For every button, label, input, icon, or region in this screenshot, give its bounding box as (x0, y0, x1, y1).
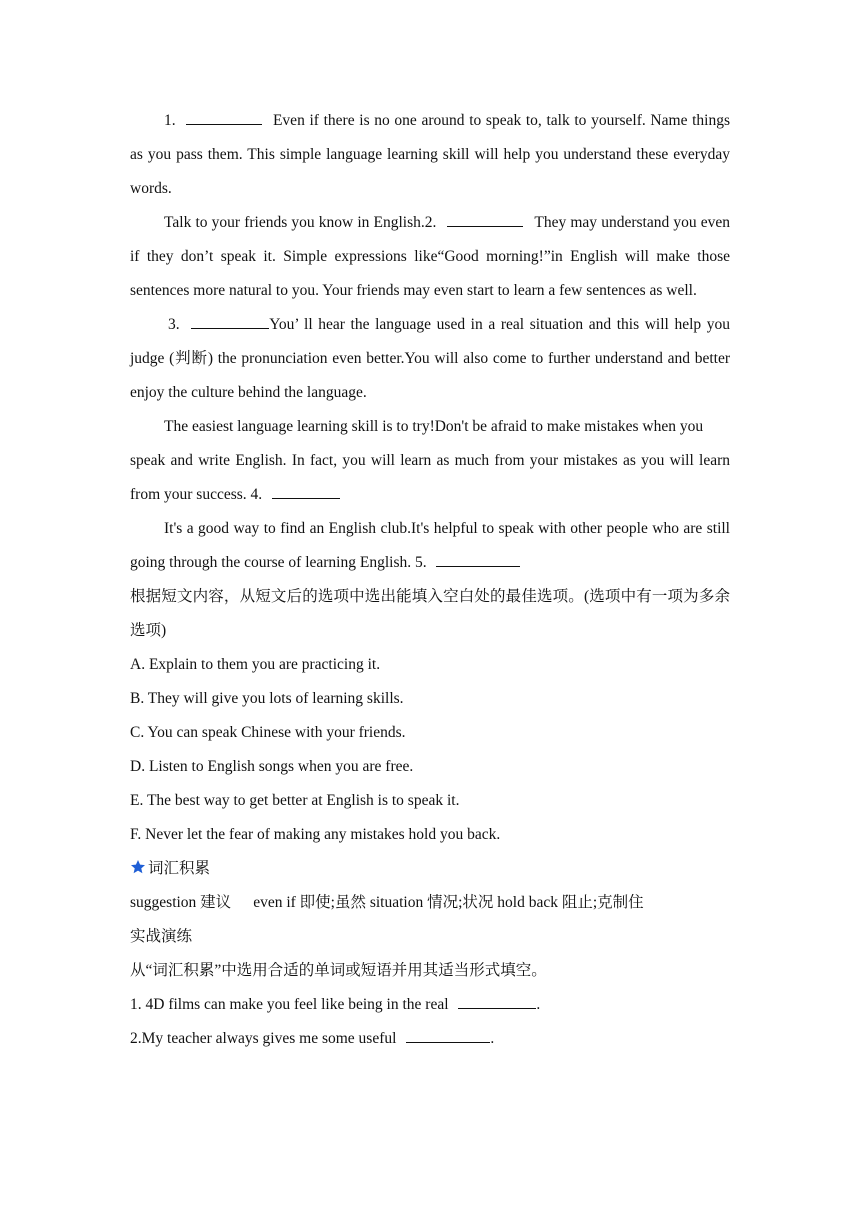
paragraph-3-text: You’ ll hear the language used in a real situation and this will help you judge (判断) the pronunciation even better.You will also come to further understand and better enjoy the culture behind the language. (130, 316, 731, 401)
question-1-end: . (536, 996, 541, 1013)
practice-blank-1 (458, 990, 536, 1009)
task-instruction: 根据短文内容，从短文后的选项中选出能填入空白处的最佳选项。(选项中有一项为多余选项) (130, 588, 730, 639)
passage-paragraph-4b (130, 444, 730, 512)
blank-1 (186, 106, 262, 125)
paragraph-2-before: Talk to your friends you know in English.2. (164, 214, 437, 231)
blank-number-1: 1. (164, 112, 176, 129)
practice-question-2 (130, 1022, 730, 1056)
practice-question-1 (130, 988, 730, 1022)
option-b: B. They will give you lots of learning skills. (130, 690, 404, 707)
blank-5 (436, 548, 520, 567)
passage-paragraph-3 (130, 308, 730, 410)
paragraph-5-text: It's a good way to find an English club.It's helpful to speak with other people who are still going through the course of learning English. 5. (130, 520, 730, 571)
practice-blank-2 (406, 1024, 490, 1043)
star-icon (130, 859, 146, 875)
option-c: C. You can speak Chinese with your friends. (130, 724, 406, 741)
question-2-text: 2.My teacher always gives me some useful (130, 1030, 397, 1047)
practice-heading: 实战演练 (130, 928, 193, 945)
question-1-text: 1. 4D films can make you feel like being in the real (130, 996, 449, 1013)
option-e: E. The best way to get better at English is to speak it. (130, 792, 460, 809)
vocab-heading-line (130, 852, 730, 886)
paragraph-1-text: Even if there is no one around to speak to, talk to yourself. Name things as you pass them. This simple language learning skill will help you understand these everyday words. (130, 112, 731, 197)
blank-3 (191, 310, 269, 329)
blank-number-3: 3. (168, 316, 180, 333)
option-f: F. Never let the fear of making any mistakes hold you back. (130, 826, 501, 843)
vocab-list (130, 886, 730, 920)
blank-2 (447, 208, 523, 227)
passage-paragraph-1 (130, 104, 730, 206)
blank-4 (272, 480, 340, 499)
question-2-end: . (490, 1030, 495, 1047)
paragraph-2-after: They may understand you even if they don’t speak it. Simple expressions like“Good morning!”in English will make those sentences more natural to you. Your friends may even start to learn a few sentences as well. (130, 214, 730, 299)
practice-instruction: 从“词汇积累”中选用合适的单词或短语并用其适当形式填空。 (130, 962, 547, 979)
passage-paragraph-2 (130, 206, 730, 308)
paragraph-4a-text: The easiest language learning skill is to try!Don't be afraid to make mistakes when you (164, 418, 704, 435)
passage-paragraph-4a (130, 410, 730, 444)
passage-paragraph-5 (130, 512, 730, 580)
vocab-items-rest: even if 即使;虽然 situation 情况;状况 hold back 阻止;克制住 (253, 894, 644, 911)
paragraph-4b-text: speak and write English. In fact, you will learn as much from your mistakes as you will learn from your success. 4. (130, 452, 730, 503)
vocab-heading: 词汇积累 (148, 860, 211, 877)
document-page (130, 104, 730, 1056)
option-d: D. Listen to English songs when you are free. (130, 758, 414, 775)
option-a: A. Explain to them you are practicing it. (130, 656, 381, 673)
vocab-item-suggestion: suggestion 建议 (130, 894, 232, 911)
